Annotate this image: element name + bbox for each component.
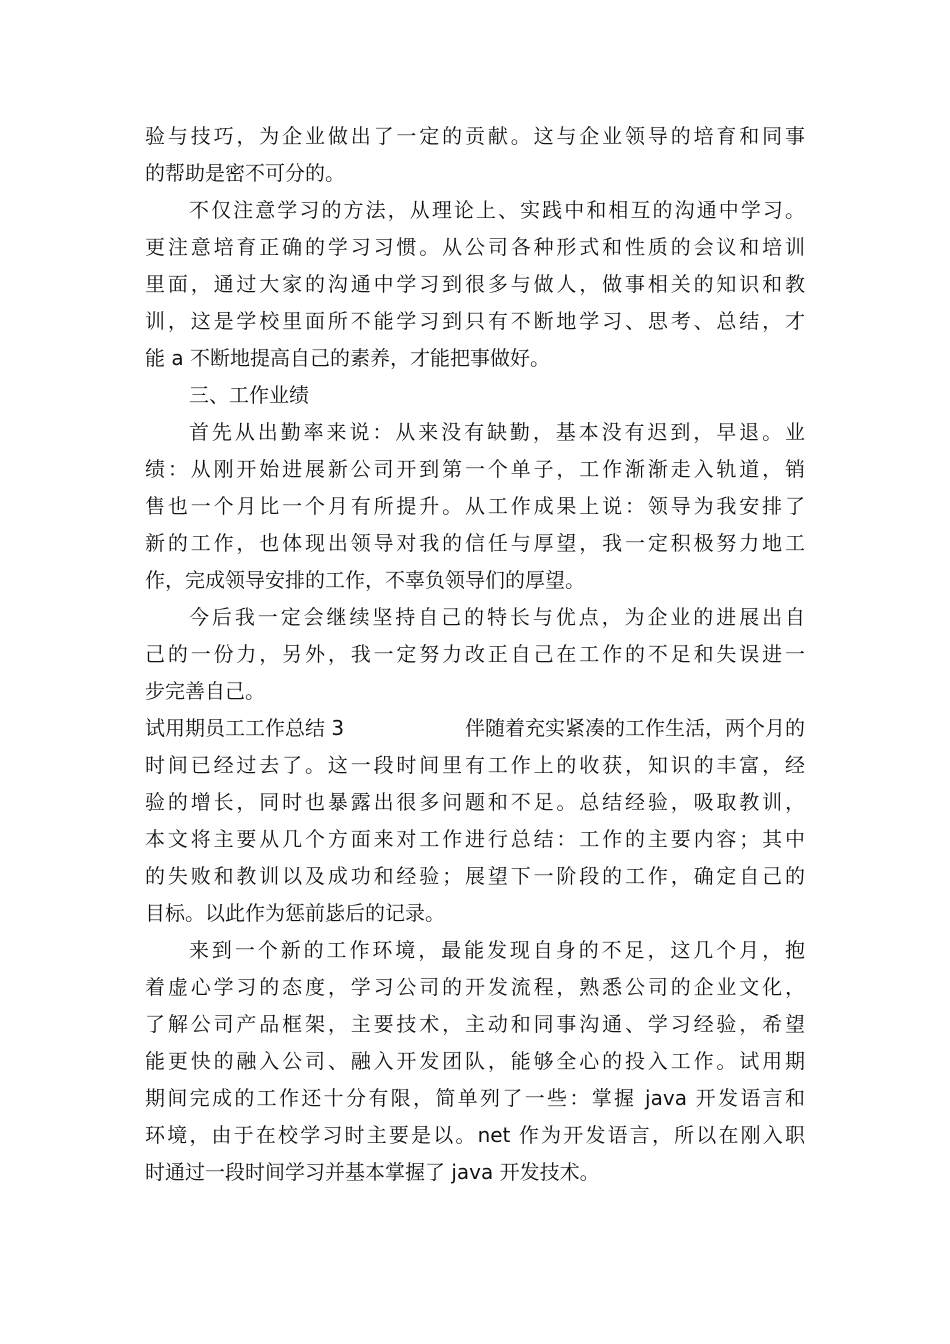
paragraph	[145, 599, 805, 710]
text-line: 时通过一段时间学习并基本掌握了 java 开发技术。	[145, 1160, 600, 1184]
text-line: 环境，由于在校学习时主要是以。net 作为开发语言，所以在刚入职	[145, 1123, 805, 1147]
text-line: 着虚心学习的态度，学习公司的开发流程，熟悉公司的企业文化，	[145, 975, 805, 999]
text-line: 能更快的融入公司、融入开发团队，能够全心的投入工作。试用期	[145, 1049, 805, 1073]
text-line: 绩：从刚开始进展新公司开到第一个单子，工作渐渐走入轨道，销	[145, 457, 805, 481]
paragraph	[145, 414, 805, 599]
text-line: 更注意培育正确的学习习惯。从公司各种形式和性质的会议和培训	[145, 235, 805, 259]
document-page	[145, 118, 805, 1191]
paragraph	[145, 118, 805, 192]
article-heading: 试用期员工工作总结 3	[145, 716, 345, 740]
section-heading	[145, 377, 805, 414]
text-line: 今后我一定会继续坚持自己的特长与优点，为企业的进展出自	[189, 605, 805, 629]
text-line: 来到一个新的工作环境，最能发现自身的不足，这几个月，抱	[189, 938, 805, 962]
paragraph	[145, 932, 805, 1191]
text-line: 不仅注意学习的方法，从理论上、实践中和相互的沟通中学习。	[189, 198, 805, 222]
text-line: 的帮助是密不可分的。	[145, 161, 345, 185]
text-line: 期间完成的工作还十分有限，简单列了一些：掌握 java 开发语言和	[145, 1086, 805, 1110]
paragraph	[145, 710, 805, 932]
text-line: 验与技巧，为企业做出了一定的贡献。这与企业领导的培育和同事	[145, 124, 805, 148]
text-line: 验的增长，同时也暴露出很多问题和不足。总结经验，吸取教训，	[145, 790, 805, 814]
text-line: 时间已经过去了。这一段时间里有工作上的收获，知识的丰富，经	[145, 753, 805, 777]
text-line: 步完善自己。	[145, 679, 265, 703]
text-line: 目标。以此作为惩前毖后的记录。	[145, 901, 445, 925]
text-line: 训，这是学校里面所不能学习到只有不断地学习、思考、总结，才	[145, 309, 805, 333]
text-line: 己的一份力，另外，我一定努力改正自己在工作的不足和失误进一	[145, 642, 805, 666]
text-line: 作，完成领导安排的工作，不辜负领导们的厚望。	[145, 568, 585, 592]
text-line: 了解公司产品框架，主要技术，主动和同事沟通、学习经验，希望	[145, 1012, 805, 1036]
heading-tail-text: 伴随着充实紧凑的工作生活，两个月的	[465, 716, 805, 740]
paragraph	[145, 192, 805, 377]
text-line: 的失败和教训以及成功和经验；展望下一阶段的工作，确定自己的	[145, 864, 805, 888]
text-line: 本文将主要从几个方面来对工作进行总结：工作的主要内容；其中	[145, 827, 805, 851]
text-line: 里面，通过大家的沟通中学习到很多与做人，做事相关的知识和教	[145, 272, 805, 296]
section-heading-text: 三、工作业绩	[189, 383, 309, 407]
text-line: 首先从出勤率来说：从来没有缺勤，基本没有迟到，早退。业	[189, 420, 805, 444]
text-line: 新的工作，也体现出领导对我的信任与厚望，我一定积极努力地工	[145, 531, 805, 555]
text-line	[145, 710, 805, 747]
text-line: 售也一个月比一个月有所提升。从工作成果上说：领导为我安排了	[145, 494, 805, 518]
text-line: 能 a 不断地提高自己的素养，才能把事做好。	[145, 346, 550, 370]
